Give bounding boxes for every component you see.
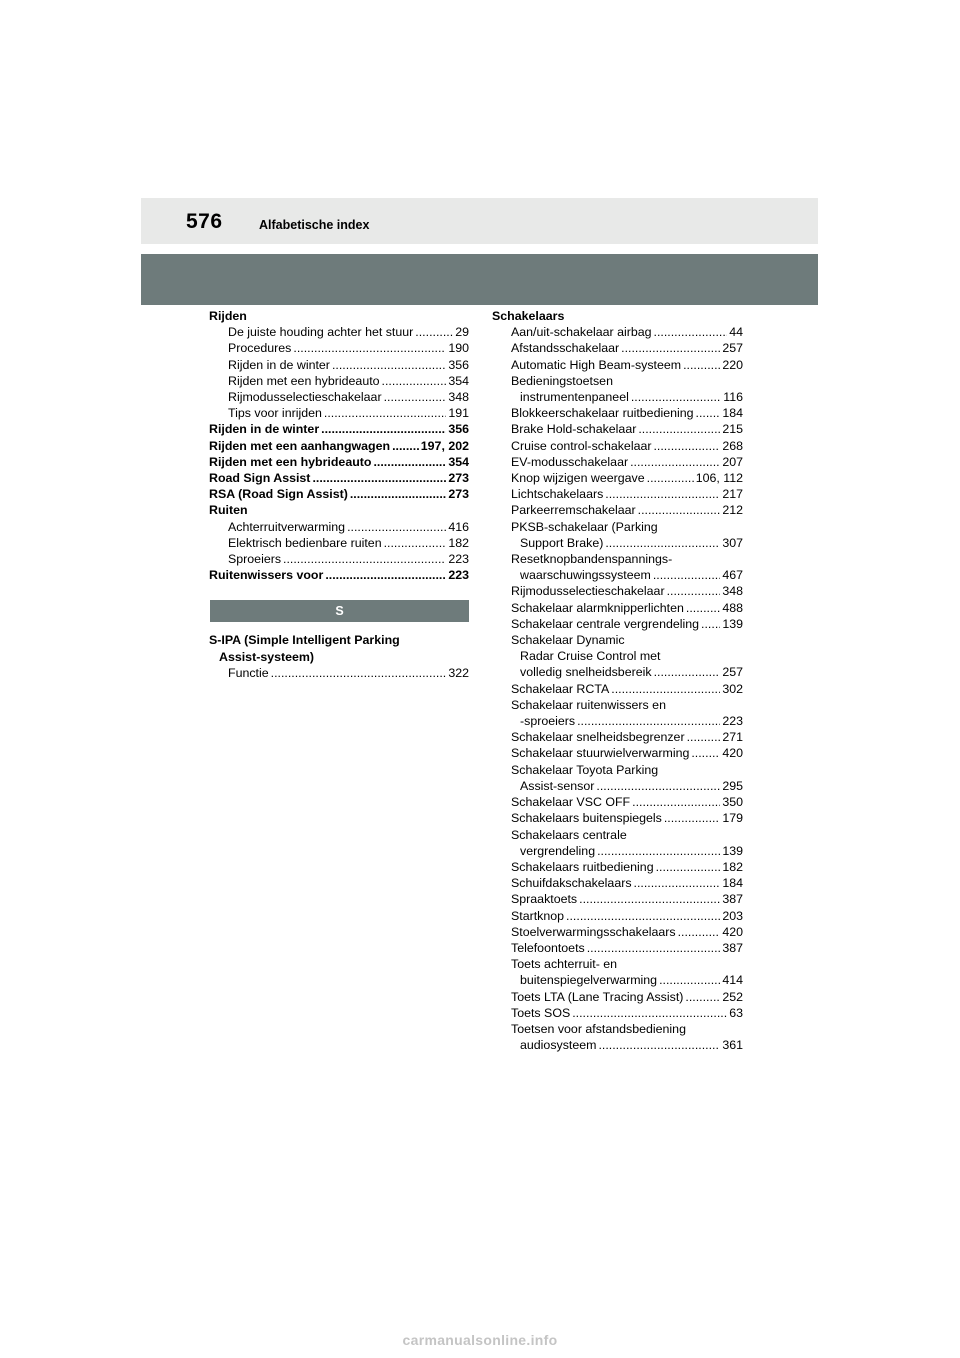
entry-page-ref: 488: [722, 600, 743, 615]
index-entry: [209, 470, 469, 486]
entry-page-ref: 257: [722, 341, 743, 356]
dot-leader: [678, 924, 721, 940]
index-entry: [209, 535, 469, 551]
index-entry: [492, 405, 743, 421]
entry-term: Schakelaar centrale vergrendeling: [511, 616, 700, 631]
entry-page-ref: 295: [722, 778, 743, 793]
index-entry: [209, 567, 469, 583]
dot-leader: [653, 438, 720, 454]
dot-leader: [597, 843, 720, 859]
entry-page-ref: 223: [448, 552, 469, 567]
index-entry: [492, 972, 743, 988]
entry-page-ref: 29: [455, 325, 469, 340]
index-entry: [492, 519, 743, 535]
entry-term: Schakelaar Toyota Parking: [511, 762, 659, 777]
index-entry: [492, 875, 743, 891]
entry-term: Toets LTA (Lane Tracing Assist): [511, 989, 684, 1004]
dot-leader: [691, 745, 720, 761]
dot-leader: [596, 778, 720, 794]
entry-term: Rijden met een hybrideauto: [228, 373, 380, 388]
entry-term: buitenspiegelverwarming: [520, 973, 658, 988]
entry-term: Support Brake): [520, 535, 604, 550]
dot-leader: [701, 616, 720, 632]
entry-term: PKSB-schakelaar (Parking: [511, 519, 658, 534]
entry-term: Rijmodusselectieschakelaar: [228, 390, 382, 405]
entry-page-ref: 416: [448, 519, 469, 534]
dot-leader: [656, 859, 721, 875]
entry-term: RSA (Road Sign Assist): [209, 487, 348, 502]
index-entry: [209, 649, 469, 665]
index-entry: [492, 664, 743, 680]
index-entry: [492, 357, 743, 373]
entry-page-ref: 197, 202: [420, 438, 469, 453]
dot-leader: [621, 340, 720, 356]
dot-leader: [638, 502, 721, 518]
entry-page-ref: 182: [448, 535, 469, 550]
entry-term: Resetknopbandenspannings-: [511, 552, 673, 567]
entry-term: audiosysteem: [520, 1038, 597, 1053]
entry-page-ref: 116: [723, 390, 743, 405]
entry-page-ref: 307: [722, 535, 743, 550]
dot-leader: [321, 421, 446, 437]
index-entry: [209, 357, 469, 373]
index-entry: [492, 956, 743, 972]
entry-term: S-IPA (Simple Intelligent Parking: [209, 633, 400, 648]
entry-term: Road Sign Assist: [209, 471, 311, 486]
dot-leader: [382, 373, 447, 389]
index-entry: [209, 405, 469, 421]
entry-term: Sproeiers: [228, 552, 282, 567]
entry-page-ref: 348: [448, 390, 469, 405]
entry-term: Schakelaar Dynamic: [511, 633, 625, 648]
dot-leader: [347, 519, 446, 535]
entry-term: Schakelaars: [492, 309, 565, 323]
entry-page-ref: 203: [722, 908, 743, 923]
entry-page-ref: 207: [722, 454, 743, 469]
entry-term: Schakelaar snelheidsbegrenzer: [511, 730, 685, 745]
index-entry: [492, 632, 743, 648]
dot-leader: [687, 729, 721, 745]
index-entry: [209, 373, 469, 389]
entry-term: Functie: [228, 665, 269, 680]
entry-term: Rijden met een hybrideauto: [209, 454, 372, 469]
dot-leader: [293, 340, 446, 356]
entry-term: Rijden: [209, 309, 247, 323]
index-entry: [492, 843, 743, 859]
entry-term: Assist-systeem): [219, 649, 315, 664]
entry-page-ref: 184: [722, 876, 743, 891]
entry-term: Schuifdakschakelaars: [511, 876, 632, 891]
dot-leader: [634, 875, 721, 891]
index-entry: [492, 421, 743, 437]
entry-page-ref: 220: [722, 357, 743, 372]
header-band: [141, 254, 818, 305]
entry-page-ref: 268: [722, 438, 743, 453]
dot-leader: [324, 405, 446, 421]
entry-term: Rijden in de winter: [228, 357, 330, 372]
dot-leader: [683, 357, 720, 373]
entry-page-ref: 217: [722, 487, 743, 502]
entry-page-ref: 350: [722, 795, 743, 810]
entry-term: Aan/uit-schakelaar airbag: [511, 325, 652, 340]
entry-term: Schakelaar ruitenwissers en: [511, 697, 666, 712]
entry-term: Achterruitverwarming: [228, 519, 346, 534]
entry-page-ref: 271: [722, 730, 743, 745]
dot-leader: [373, 454, 446, 470]
index-entry: [492, 470, 743, 486]
index-entry: [209, 438, 469, 454]
dot-leader: [283, 551, 446, 567]
entry-term: Ruiten: [209, 503, 248, 518]
entry-page-ref: 191: [448, 406, 469, 421]
index-entry: [492, 583, 743, 599]
dot-leader: [631, 389, 721, 405]
entry-page-ref: 182: [722, 859, 743, 874]
entry-term: waarschuwingssysteem: [520, 568, 651, 583]
entry-page-ref: 354: [448, 373, 469, 388]
index-entry: [492, 729, 743, 745]
index-entry: [492, 308, 743, 324]
entry-page-ref: 467: [722, 568, 743, 583]
index-entry: [492, 648, 743, 664]
dot-leader: [312, 470, 446, 486]
index-entry: [492, 567, 743, 583]
index-entry: [492, 389, 743, 405]
index-entry: [492, 827, 743, 843]
index-entry: [209, 665, 469, 681]
entry-term: Afstandsschakelaar: [511, 341, 620, 356]
dot-leader: [686, 600, 720, 616]
entry-page-ref: 44: [729, 325, 743, 340]
index-entry: [492, 681, 743, 697]
index-column-right: [492, 308, 743, 1053]
page-title: Alfabetische index: [259, 218, 370, 232]
entry-page-ref: 63: [729, 1005, 743, 1020]
entry-page-ref: 106, 112: [695, 471, 743, 486]
entry-page-ref: 348: [722, 584, 743, 599]
dot-leader: [667, 583, 721, 599]
entry-term: Bedieningstoetsen: [511, 373, 613, 388]
dot-leader: [579, 891, 720, 907]
index-entry: [209, 340, 469, 356]
entry-term: instrumentenpaneel: [520, 390, 629, 405]
index-entry: [209, 389, 469, 405]
dot-leader: [653, 567, 720, 583]
index-entry: [492, 373, 743, 389]
index-entry: [209, 632, 469, 648]
entry-term: Automatic High Beam-systeem: [511, 357, 682, 372]
index-entry: [209, 454, 469, 470]
entry-term: Tips voor inrijden: [228, 406, 322, 421]
index-entry: [492, 859, 743, 875]
dot-leader: [654, 664, 721, 680]
index-entry: [209, 519, 469, 535]
section-header: S: [210, 600, 469, 622]
index-entry: [209, 486, 469, 502]
index-entry: [492, 891, 743, 907]
entry-page-ref: 322: [448, 665, 469, 680]
entry-term: Stoelverwarmingsschakelaars: [511, 924, 676, 939]
entry-page-ref: 356: [448, 422, 469, 437]
index-entry: [492, 616, 743, 632]
dot-leader: [664, 810, 720, 826]
index-entry: [492, 989, 743, 1005]
index-entry: [209, 421, 469, 437]
entry-term: Schakelaars centrale: [511, 827, 627, 842]
entry-term: Radar Cruise Control met: [520, 649, 661, 664]
index-entry: [492, 454, 743, 470]
index-entry: [492, 713, 743, 729]
dot-leader: [605, 486, 720, 502]
entry-term: Spraaktoets: [511, 892, 578, 907]
entry-term: Rijden in de winter: [209, 422, 320, 437]
watermark: carmanualsonline.info: [402, 1332, 558, 1348]
index-entry: [209, 308, 469, 324]
entry-term: Lichtschakelaars: [511, 487, 604, 502]
entry-page-ref: 273: [448, 487, 469, 502]
entry-page-ref: 139: [722, 616, 743, 631]
index-entry: [492, 600, 743, 616]
index-entry: [492, 794, 743, 810]
index-entry: [492, 810, 743, 826]
entry-term: Knop wijzigen weergave: [511, 471, 645, 486]
entry-page-ref: 179: [722, 811, 743, 826]
entry-term: Schakelaars buitenspiegels: [511, 811, 662, 826]
entry-term: De juiste houding achter het stuur: [228, 325, 414, 340]
entry-term: Telefoontoets: [511, 940, 585, 955]
entry-term: Startknop: [511, 908, 565, 923]
index-entry: [209, 551, 469, 567]
dot-leader: [605, 535, 720, 551]
index-entry: [492, 438, 743, 454]
dot-leader: [332, 357, 446, 373]
entry-page-ref: 354: [448, 454, 469, 469]
entry-term: Ruitenwissers voor: [209, 568, 324, 583]
entry-page-ref: 420: [722, 924, 743, 939]
index-entry: [492, 745, 743, 761]
entry-page-ref: 302: [722, 681, 743, 696]
dot-leader: [415, 324, 453, 340]
index-entry: [492, 502, 743, 518]
entry-page-ref: 223: [448, 568, 469, 583]
entry-term: Toets achterruit- en: [511, 957, 618, 972]
dot-leader: [587, 940, 721, 956]
dot-leader: [392, 438, 419, 454]
dot-leader: [384, 535, 447, 551]
index-entry: [209, 324, 469, 340]
index-entry: [492, 1005, 743, 1021]
index-entry: [492, 551, 743, 567]
dot-leader: [632, 794, 720, 810]
index-entry: [492, 778, 743, 794]
dot-leader: [566, 908, 720, 924]
dot-leader: [611, 681, 720, 697]
entry-term: EV-modusschakelaar: [511, 454, 629, 469]
index-entry: [492, 535, 743, 551]
entry-term: vergrendeling: [520, 843, 596, 858]
entry-term: Cruise control-schakelaar: [511, 438, 652, 453]
entry-page-ref: 212: [722, 503, 743, 518]
entry-page-ref: 387: [722, 892, 743, 907]
index-entry: [492, 486, 743, 502]
entry-term: volledig snelheidsbereik: [520, 665, 652, 680]
entry-term: Procedures: [228, 341, 292, 356]
entry-term: Schakelaar RCTA: [511, 681, 610, 696]
entry-term: Brake Hold-schakelaar: [511, 422, 637, 437]
index-entry: [492, 697, 743, 713]
index-entry: [492, 762, 743, 778]
dot-leader: [654, 324, 728, 340]
entry-page-ref: 257: [722, 665, 743, 680]
entry-page-ref: 190: [448, 341, 469, 356]
entry-term: Schakelaar alarmknipperlichten: [511, 600, 684, 615]
entry-page-ref: 273: [448, 471, 469, 486]
entry-page-ref: 184: [722, 406, 743, 421]
dot-leader: [630, 454, 720, 470]
dot-leader: [577, 713, 720, 729]
entry-page-ref: 139: [722, 843, 743, 858]
dot-leader: [350, 486, 446, 502]
index-entry: [209, 502, 469, 518]
entry-page-ref: 387: [722, 940, 743, 955]
page-number: 576: [186, 210, 223, 233]
dot-leader: [638, 421, 720, 437]
entry-page-ref: 420: [722, 746, 743, 761]
entry-term: Blokkeerschakelaar ruitbediening: [511, 406, 694, 421]
entry-page-ref: 361: [722, 1038, 743, 1053]
index-entry: [492, 340, 743, 356]
index-column-left: [209, 308, 469, 681]
index-entry: [492, 908, 743, 924]
entry-term: Schakelaar stuurwielverwarming: [511, 746, 690, 761]
entry-page-ref: 414: [722, 973, 743, 988]
index-entry: [492, 940, 743, 956]
entry-term: Rijden met een aanhangwagen: [209, 438, 391, 453]
dot-leader: [325, 567, 446, 583]
entry-term: Elektrisch bedienbare ruiten: [228, 535, 382, 550]
index-entry: [492, 324, 743, 340]
dot-leader: [271, 665, 447, 681]
dot-leader: [572, 1005, 727, 1021]
header-bar: [141, 198, 818, 244]
dot-leader: [659, 972, 720, 988]
index-entry: [492, 924, 743, 940]
entry-term: Toets SOS: [511, 1005, 571, 1020]
entry-page-ref: 356: [448, 357, 469, 372]
entry-page-ref: 223: [722, 714, 743, 729]
entry-term: Schakelaar VSC OFF: [511, 795, 631, 810]
entry-term: Rijmodusselectieschakelaar: [511, 584, 665, 599]
dot-leader: [598, 1037, 720, 1053]
entry-term: Parkeerremschakelaar: [511, 503, 636, 518]
dot-leader: [384, 389, 447, 405]
dot-leader: [647, 470, 694, 486]
entry-page-ref: 252: [722, 989, 743, 1004]
index-entry: [492, 1021, 743, 1037]
dot-leader: [696, 405, 721, 421]
entry-page-ref: 215: [722, 422, 743, 437]
index-entry: [492, 1037, 743, 1053]
entry-term: Toetsen voor afstandsbediening: [511, 1021, 686, 1036]
entry-term: Assist-sensor: [520, 778, 595, 793]
entry-term: -sproeiers: [520, 714, 576, 729]
entry-term: Schakelaars ruitbediening: [511, 859, 654, 874]
dot-leader: [685, 989, 720, 1005]
